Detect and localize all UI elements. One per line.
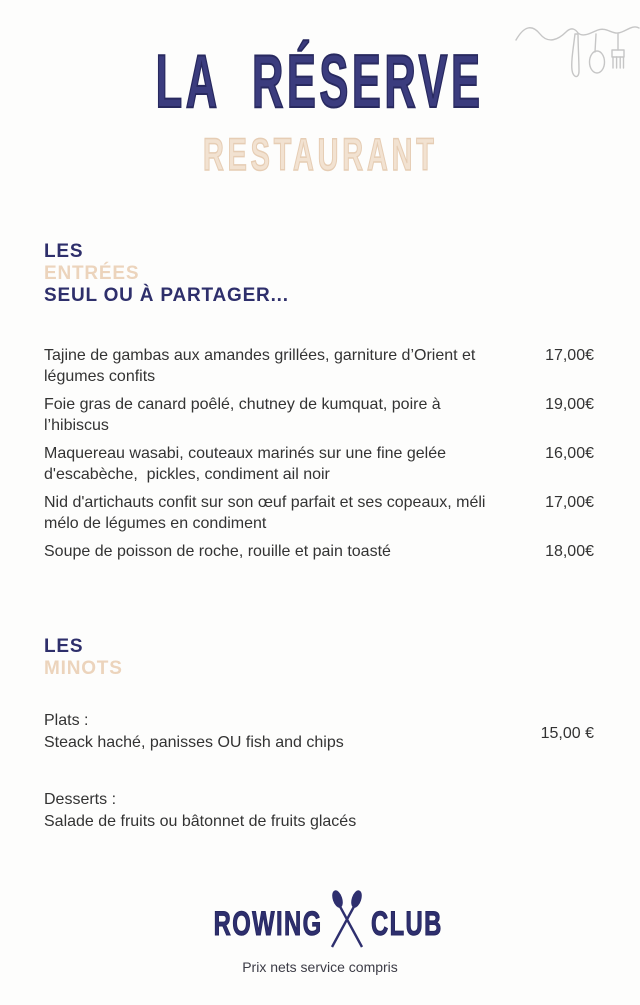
section-entrees xyxy=(44,241,594,569)
menu-item xyxy=(44,492,594,534)
item-price: 16,00€ xyxy=(545,445,594,462)
course-description: Steack haché, panisses OU fish and chips xyxy=(44,734,344,751)
course-price: 15,00 € xyxy=(540,725,594,742)
footer xyxy=(0,893,640,975)
restaurant-type: RESTAURANT xyxy=(202,129,438,180)
item-name: Nid d'artichauts confit sur son œuf parfait et ses copeaux, méli mélo de légumes en condiment xyxy=(44,494,490,532)
course-label: Plats : xyxy=(44,712,89,729)
section-title-minots: MINOTS xyxy=(44,658,123,679)
item-name: Maquereau wasabi, couteaux marinés sur une fine gelée d'escabèche, pickles, condiment ail noir xyxy=(44,445,451,483)
rowing-text: ROWING xyxy=(213,905,323,943)
club-text: CLUB xyxy=(370,905,443,943)
item-price: 19,00€ xyxy=(545,396,594,413)
item-price: 17,00€ xyxy=(545,494,594,511)
course-desserts xyxy=(44,789,594,833)
brand-header xyxy=(0,39,640,180)
section-title-entrees: ENTRÉES xyxy=(44,263,140,284)
section-subtitle-partager: SEUL OU À PARTAGER... xyxy=(44,285,289,306)
footer-note: Prix nets service compris xyxy=(242,959,398,975)
item-price: 18,00€ xyxy=(545,543,594,560)
item-name: Soupe de poisson de roche, rouille et pain toasté xyxy=(44,543,391,560)
course-label: Desserts : xyxy=(44,791,117,808)
menu-item xyxy=(44,443,594,485)
item-price: 17,00€ xyxy=(545,347,594,364)
restaurant-name: LA RÉSERVE xyxy=(156,39,484,123)
crossed-oars-icon xyxy=(324,890,370,950)
section-minots xyxy=(44,636,594,868)
menu-item xyxy=(44,394,594,436)
course-plats xyxy=(44,710,594,754)
section-title-les: LES xyxy=(44,241,84,262)
menu-item xyxy=(44,541,594,562)
menu-item xyxy=(44,345,594,387)
item-name: Foie gras de canard poêlé, chutney de kumquat, poire à l’hibiscus xyxy=(44,396,446,434)
footer-logo xyxy=(0,893,640,955)
minots-courses xyxy=(44,710,594,833)
item-name: Tajine de gambas aux amandes grillées, garniture d’Orient et légumes confits xyxy=(44,347,480,385)
course-description: Salade de fruits ou bâtonnet de fruits glacés xyxy=(44,813,357,830)
section-title-les: LES xyxy=(44,636,84,657)
entrees-list xyxy=(44,345,594,562)
